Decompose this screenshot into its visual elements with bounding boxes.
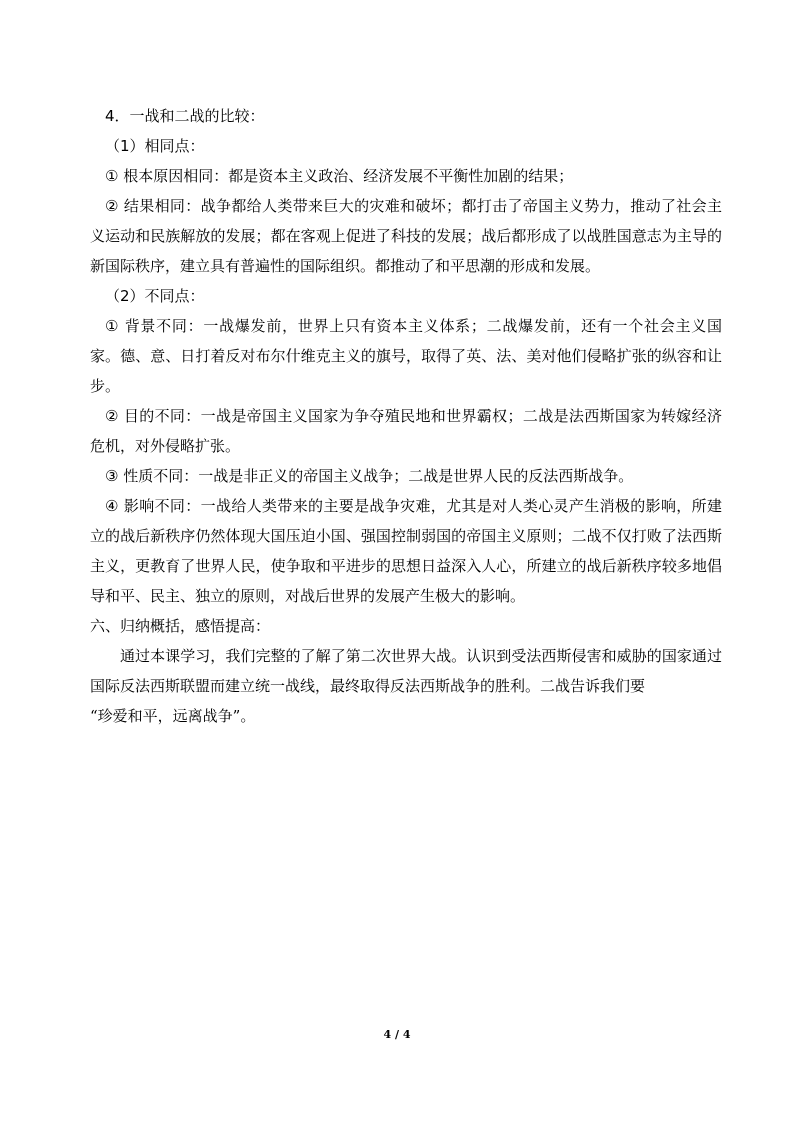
difference-item-3: ③ 性质不同：一战是非正义的帝国主义战争；二战是世界人民的反法西斯战争。 xyxy=(105,467,634,485)
summary-quote: “珍爱和平，远离战争”。 xyxy=(90,707,256,725)
difference-item-4: ④ 影响不同：一战给人类带来的主要是战争灾难，尤其是对人类心灵产生消极的影响，所建立的战后新秩序仍然体现大国压迫小国、强国控制弱国的帝国主义原则；二战不仅打败了法西斯主义，更教育了世界人民，使争取和平进步的思想日益深入人心，所建立的战后新秩序较多地倡导和平、民主、独立的原则，对战后世界的发展产生极大的影响。 xyxy=(90,497,722,605)
section-heading-4: 4．一战和二战的比较： xyxy=(105,107,265,125)
similarity-item-1: ① 根本原因相同：都是资本主义政治、经济发展不平衡性加剧的结果； xyxy=(105,167,574,185)
section-heading-6: 六、归纳概括，感悟提高： xyxy=(90,617,271,635)
difference-item-1: ① 背景不同：一战爆发前，世界上只有资本主义体系；二战爆发前，还有一个社会主义国家。德、意、日打着反对布尔什维克主义的旗号，取得了英、法、美对他们侵略扩张的纵容和让步。 xyxy=(90,317,722,395)
difference-item-2: ② 目的不同：一战是帝国主义国家为争夺殖民地和世界霸权；二战是法西斯国家为转嫁经济危机，对外侵略扩张。 xyxy=(90,407,722,455)
summary-paragraph: 通过本课学习，我们完整的了解了第二次世界大战。认识到受法西斯侵害和威胁的国家通过国际反法西斯联盟而建立统一战线，最终取得反法西斯战争的胜利。二战告诉我们要 xyxy=(90,647,722,695)
similarity-item-2: ② 结果相同：战争都给人类带来巨大的灾难和破坏；都打击了帝国主义势力，推动了社会主义运动和民族解放的发展；都在客观上促进了科技的发展；战后都形成了以战胜国意志为主导的新国际秩序，建立具有普遍性的国际组织。都推动了和平思潮的形成和发展。 xyxy=(90,197,722,275)
subheading-differences: （2）不同点： xyxy=(105,287,205,305)
page-number: 4 / 4 xyxy=(383,1028,411,1041)
subheading-similarities: （1）相同点： xyxy=(105,137,205,155)
document-body xyxy=(90,101,722,731)
